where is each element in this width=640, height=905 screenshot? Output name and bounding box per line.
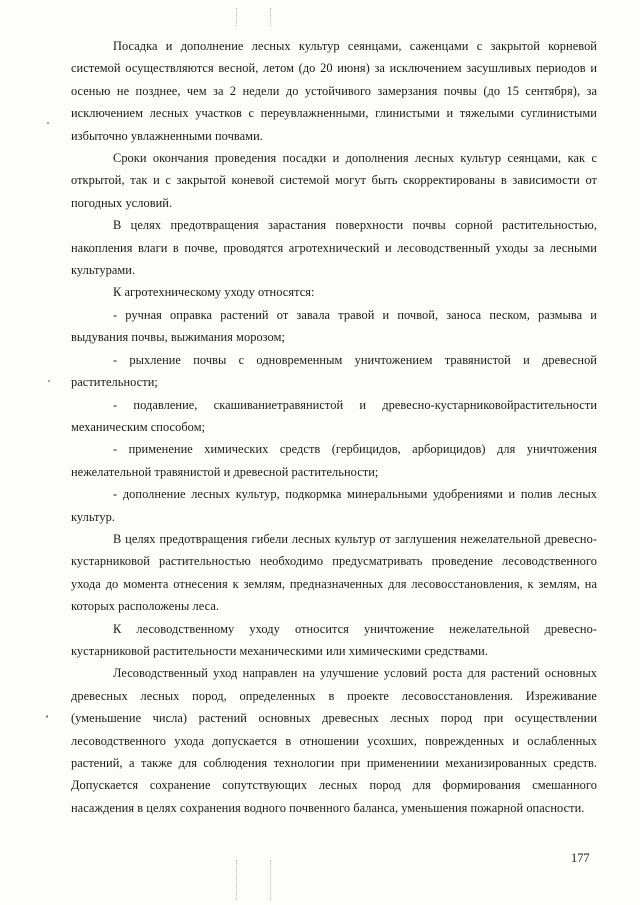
list-item-loosening: - рыхление почвы с одновременным уничтожением травянистой и древесной растительности; — [71, 352, 597, 390]
page-number: 177 — [571, 851, 590, 865]
scan-speck — [47, 122, 49, 124]
scan-speck — [46, 715, 48, 718]
list-item-supplement-feeding: - дополнение лесных культур, подкормка минеральными удобрениями и полив лесных культур. — [71, 487, 597, 524]
scan-fold-line — [236, 8, 237, 26]
scan-fold-line — [270, 860, 271, 900]
list-item-chemicals: - применение химических средств (гербицидов, арборицидов) для уничтожения нежелательной травянистой и древесной растительности; — [71, 442, 597, 479]
scan-fold-line — [270, 8, 271, 26]
paragraph-silvicultural-purpose: Лесоводственный уход направлен на улучшение условий роста для растений основных древесных лесных пород, определенных в проекте лесовосстановления. Изреживание (уменьшение числа) растений основных древесных лесных пород при осуществлении лесоводственного ухода допускается в отношении усохших, поврежденных и ослабленных растений, а также для соблюдения технологии при применениии механизированных средств. Допускается сохранение сопутствующих лесных пород для формирования смешанного насаждения в целях сохранения водного почвенного баланса, уменьшения пожарной опасности. — [71, 666, 597, 815]
paragraph-care-purpose: В целях предотвращения зарастания поверхности почвы сорной растительностью, накопления влаги в почве, проводятся агротехнический и лесоводственный уходы за лесными культурами. — [71, 218, 597, 278]
document-body — [71, 35, 597, 819]
scan-fold-line — [236, 860, 237, 900]
list-item-manual-straightening: - ручная оправка растений от завала травой и почвой, заноса песком, размыва и выдувания почвы, выжимания морозом; — [71, 307, 597, 345]
list-item-mowing: - подавление, скашиваниетравянистой и древесно-кустарниковойрастительности механическим способом; — [71, 397, 597, 434]
paragraph-silvicultural-definition: К лесоводственному уходу относится уничтожение нежелательной древесно-кустарниковой растительности механическими или химическими средствами. — [71, 621, 597, 658]
scan-speck — [48, 380, 50, 382]
paragraph-deadline-adjustment: Сроки окончания проведения посадки и дополнения лесных культур сеянцами, как с открытой, так и с закрытой коневой системой могут быть скорректированы в зависимости от погодных условий. — [71, 151, 597, 210]
paragraph-agrotechnical-heading: К агротехническому уходу относятся: — [113, 285, 315, 300]
paragraph-planting-timing: Посадка и дополнение лесных культур сеянцами, саженцами с закрытой корневой системой осуществляются весной, летом (до 20 июня) за исключением засушливых периодов и осенью не позднее, чем за 2 недели до устойчивого замерзания почвы (до 15 сентября), за исключением лесных участков с переувлажненными, глинистыми и тяжелыми суглинистыми избыточно увлажненными почвами. — [71, 39, 597, 143]
paragraph-prevent-choking: В целях предотвращения гибели лесных культур от заглушения нежелательной древесно-кустарниковой растительностью необходимо предусматривать проведение лесоводственного ухода до момента отнесения к землям, предназначенных для лесовосстановления, к землям, на которых расположены леса. — [71, 531, 597, 614]
